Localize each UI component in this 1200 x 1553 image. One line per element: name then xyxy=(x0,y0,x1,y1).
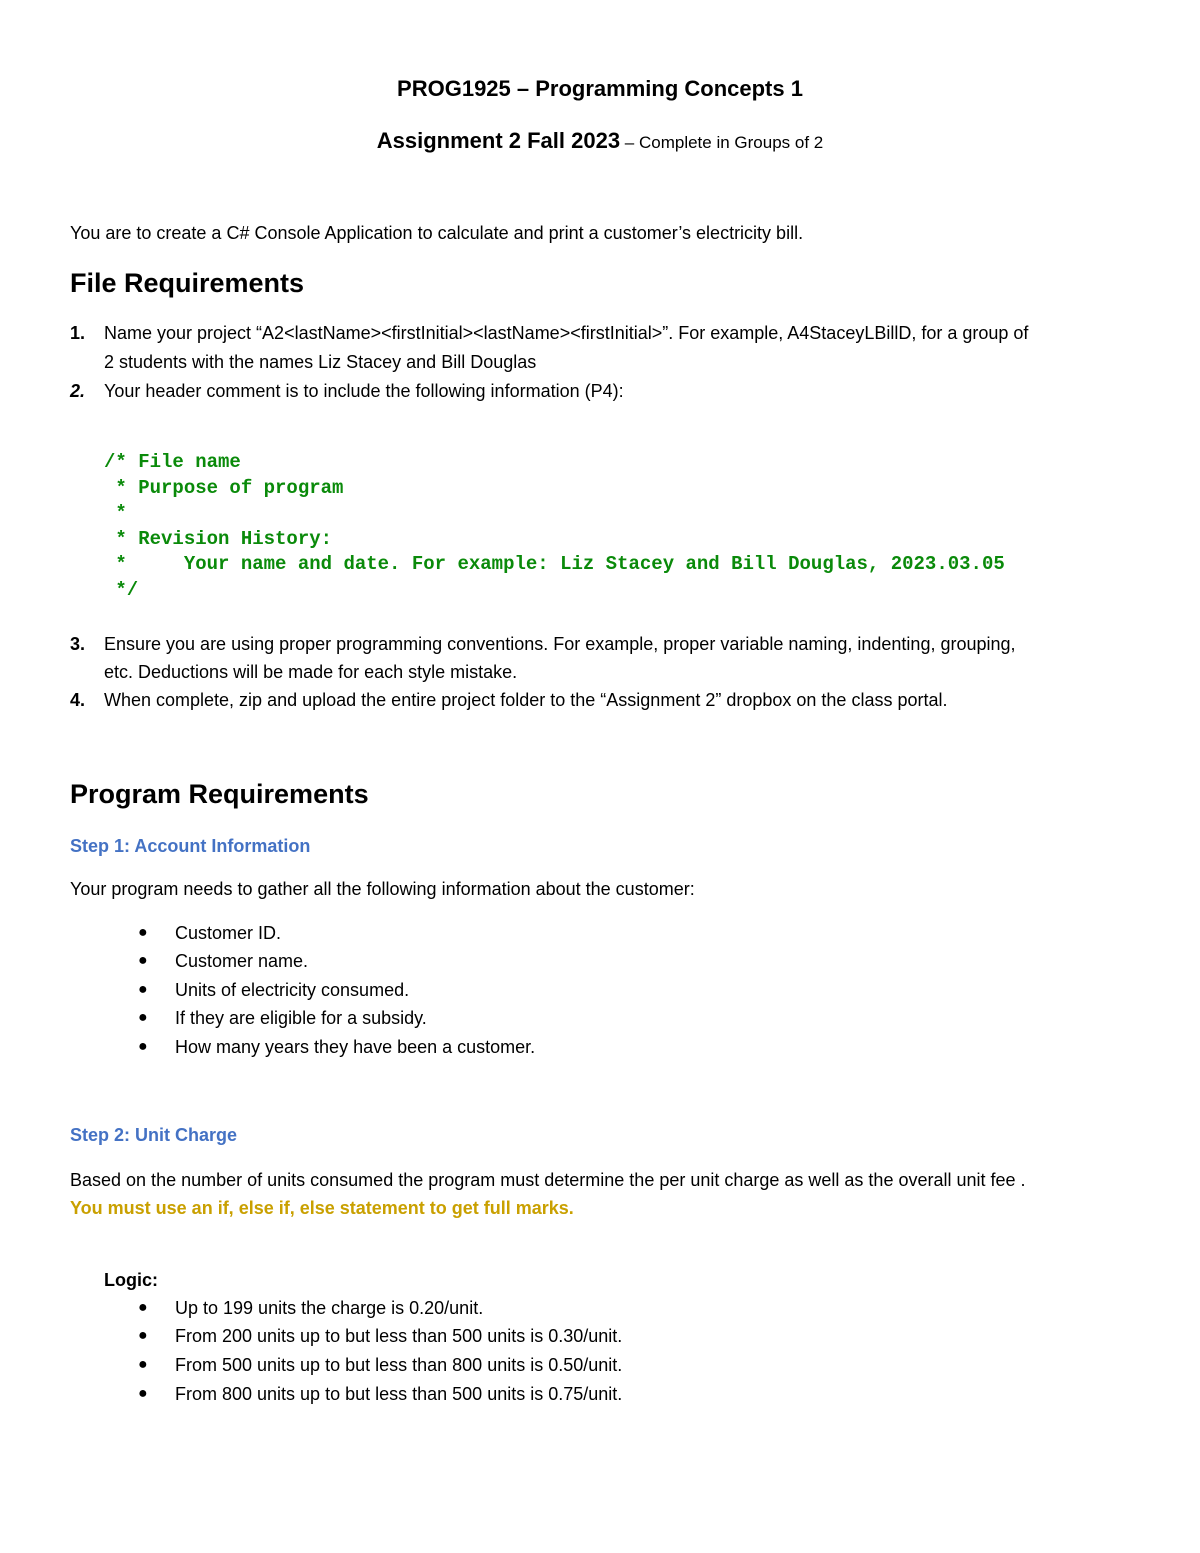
list-item: Customer ID. xyxy=(175,923,282,943)
list-number: 2. xyxy=(70,381,86,401)
logic-label: Logic: xyxy=(104,1270,158,1290)
code-line: */ xyxy=(104,579,139,601)
bullet-icon: ● xyxy=(138,1356,148,1373)
bullet-icon: ● xyxy=(138,1038,148,1055)
list-item-text: 2 students with the names Liz Stacey and Bill Douglas xyxy=(104,352,537,372)
code-line: * Revision History: xyxy=(104,528,333,550)
list-item: How many years they have been a customer. xyxy=(175,1037,536,1057)
code-line: /* File name xyxy=(104,451,241,473)
bullet-icon: ● xyxy=(138,924,148,941)
assignment-title xyxy=(0,128,1200,154)
list-item: Customer name. xyxy=(175,951,309,971)
step2-text: Based on the number of units consumed the program must determine the per unit charge as well as the overall unit fee . xyxy=(70,1170,1026,1190)
course-title: PROG1925 – Programming Concepts 1 xyxy=(397,76,803,101)
list-number: 1. xyxy=(70,323,86,343)
list-item: If they are eligible for a subsidy. xyxy=(175,1008,427,1028)
code-line: * Purpose of program xyxy=(104,477,344,499)
code-line: * Your name and date. For example: Liz Stacey and Bill Douglas, 2023.03.05 xyxy=(104,553,1005,575)
list-item: From 200 units up to but less than 500 units is 0.30/unit. xyxy=(175,1326,623,1346)
assignment-name: Assignment 2 Fall 2023 xyxy=(376,128,621,153)
list-number: 4. xyxy=(70,690,86,710)
code-line: * xyxy=(104,502,127,524)
file-requirements-heading: File Requirements xyxy=(70,268,305,298)
list-item: Up to 199 units the charge is 0.20/unit. xyxy=(175,1298,484,1318)
list-item-text: etc. Deductions will be made for each style mistake. xyxy=(104,662,518,682)
intro-text: You are to create a C# Console Application to calculate and print a customer’s electricity bill. xyxy=(70,223,804,243)
step2-warning: You must use an if, else if, else statement to get full marks. xyxy=(70,1198,574,1218)
bullet-icon: ● xyxy=(138,1009,148,1026)
list-item-text: Your header comment is to include the following information (P4): xyxy=(104,381,624,401)
step1-text: Your program needs to gather all the following information about the customer: xyxy=(70,879,695,899)
program-requirements-heading: Program Requirements xyxy=(70,779,369,809)
bullet-icon: ● xyxy=(138,1327,148,1344)
assignment-note: – Complete in Groups of 2 xyxy=(620,133,824,152)
list-item-text: Ensure you are using proper programming conventions. For example, proper variable naming, indenting, grouping, xyxy=(104,634,1016,654)
list-number: 3. xyxy=(70,634,86,654)
bullet-icon: ● xyxy=(138,1385,148,1402)
list-item: From 800 units up to but less than 500 units is 0.75/unit. xyxy=(175,1384,623,1404)
bullet-icon: ● xyxy=(138,952,148,969)
list-item-text: When complete, zip and upload the entire project folder to the “Assignment 2” dropbox on the class portal. xyxy=(104,690,948,710)
step2-heading: Step 2: Unit Charge xyxy=(70,1125,238,1145)
step1-heading: Step 1: Account Information xyxy=(70,836,311,856)
list-item-text: Name your project “A2<lastName><firstInitial><lastName><firstInitial>”. For example, A4StaceyLBillD, for a group of xyxy=(104,323,1029,343)
bullet-icon: ● xyxy=(138,981,148,998)
list-item: From 500 units up to but less than 800 units is 0.50/unit. xyxy=(175,1355,623,1375)
bullet-icon: ● xyxy=(138,1299,148,1316)
list-item: Units of electricity consumed. xyxy=(175,980,410,1000)
